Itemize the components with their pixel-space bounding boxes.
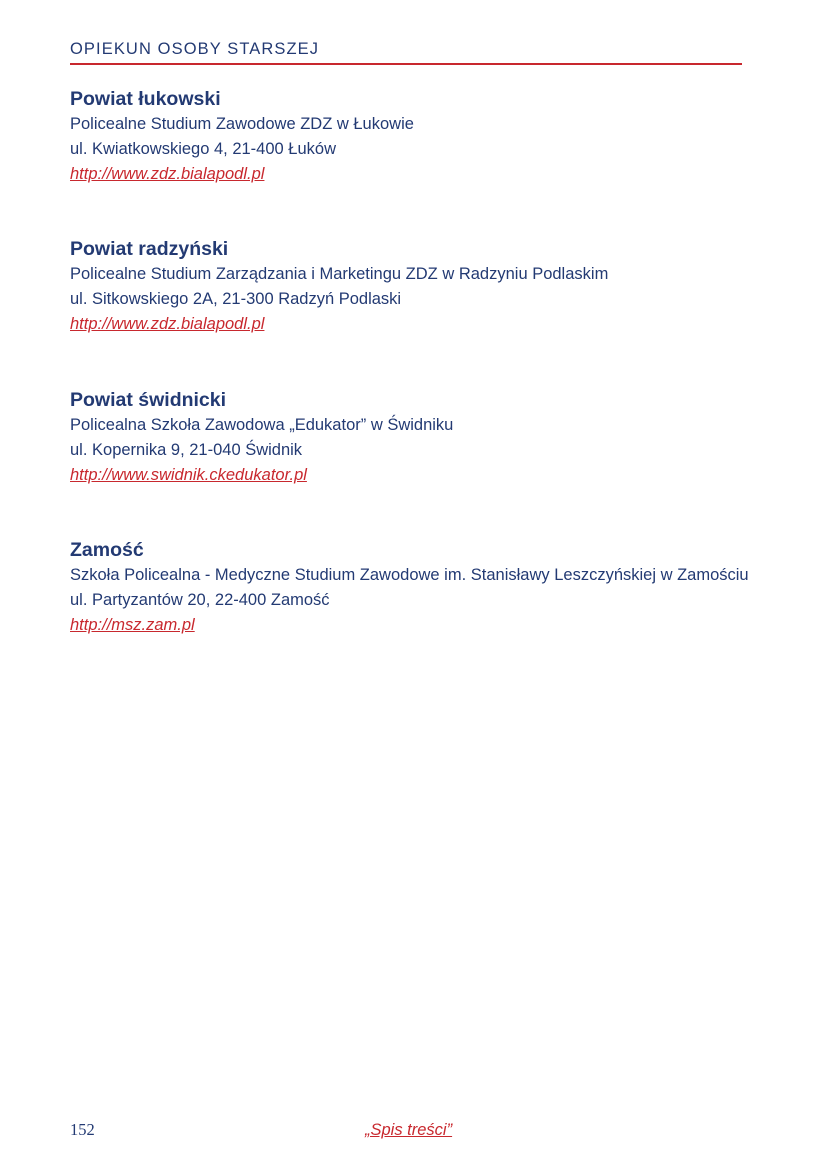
school-name: Policealne Studium Zarządzania i Marketingu ZDZ w Radzyniu Podlaskim — [70, 265, 609, 283]
page-number: 152 — [70, 1120, 95, 1139]
school-name: Policealne Studium Zawodowe ZDZ w Łukowie — [70, 115, 414, 133]
school-address: ul. Partyzantów 20, 22-400 Zamość — [70, 591, 330, 609]
header-divider — [70, 63, 742, 65]
page-header — [70, 38, 742, 65]
entry-heading: Powiat świdnicki — [70, 389, 227, 411]
entry-heading: Powiat radzyński — [70, 238, 229, 260]
entry-heading: Zamość — [70, 539, 144, 561]
school-website-link[interactable]: http://www.zdz.bialapodl.pl — [70, 165, 265, 183]
entry-heading: Powiat łukowski — [70, 88, 221, 110]
entry-powiat-radzynski — [70, 236, 750, 337]
entry-powiat-lukowski — [70, 86, 750, 187]
school-website-link[interactable]: http://www.swidnik.ckedukator.pl — [70, 466, 307, 484]
page-footer — [0, 1118, 830, 1142]
table-of-contents-link[interactable]: „Spis treści” — [365, 1121, 453, 1139]
entry-zamosc — [70, 537, 750, 638]
school-address: ul. Kopernika 9, 21-040 Świdnik — [70, 441, 303, 459]
school-website-link[interactable]: http://www.zdz.bialapodl.pl — [70, 315, 265, 333]
entry-powiat-swidnicki — [70, 387, 750, 488]
school-address: ul. Sitkowskiego 2A, 21-300 Radzyń Podlaski — [70, 290, 402, 308]
school-name: Szkoła Policealna - Medyczne Studium Zawodowe im. Stanisławy Leszczyńskiej w Zamościu — [70, 566, 749, 584]
header-title: OPIEKUN OSOBY STARSZEJ — [70, 40, 320, 58]
school-website-link[interactable]: http://msz.zam.pl — [70, 616, 195, 634]
school-name: Policealna Szkoła Zawodowa „Edukator” w Świdniku — [70, 416, 454, 434]
school-address: ul. Kwiatkowskiego 4, 21-400 Łuków — [70, 140, 336, 158]
